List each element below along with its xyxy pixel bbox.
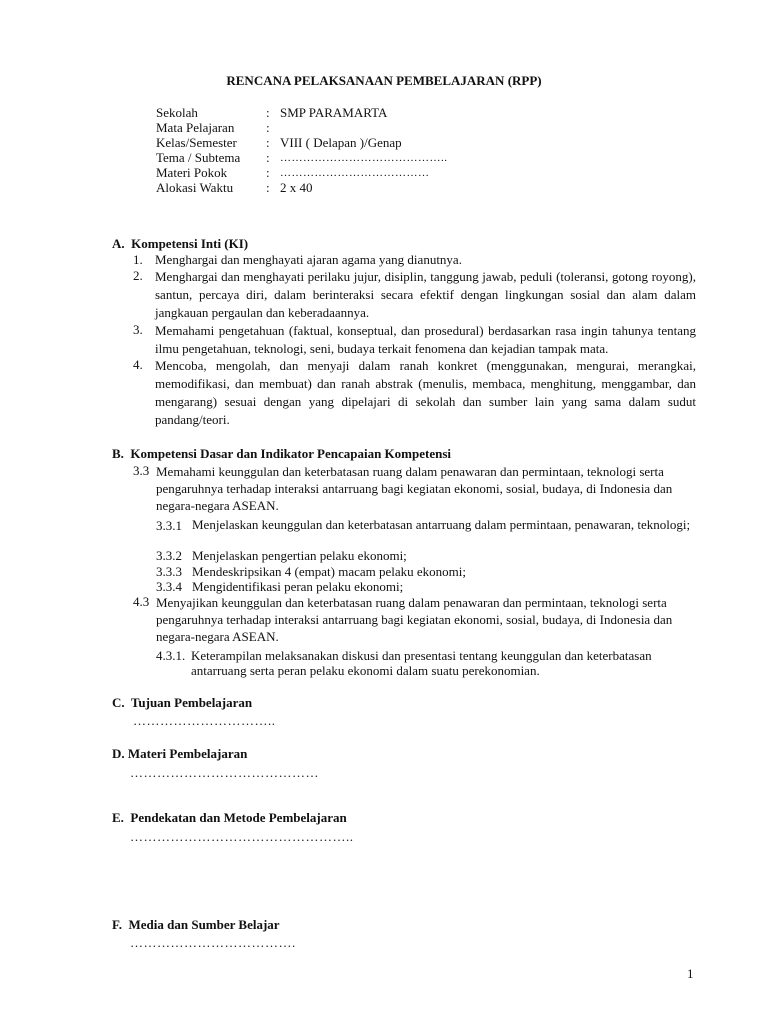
ki-text: Mencoba, mengolah, dan menyaji dalam ranah konkret (menggunakan, mengurai, merangkai, memodifikasi, dan membuat) dan ranah abstrak (menulis, membaca, menghitung, menggambar, dan mengarang) sesuai dengan yang dipelajari di sekolah dan sumber lain yang sama dalam sudut pandang/teori. — [155, 358, 696, 427]
identity-sep: : — [266, 105, 270, 120]
section-a-heading: A. Kompetensi Inti (KI) — [112, 236, 249, 251]
identity-sep: : — [266, 165, 270, 180]
kd-4-3 — [133, 594, 689, 645]
identity-label-mata-pelajaran: Mata Pelajaran — [156, 120, 235, 135]
indicator-text: Menjelaskan pengertian pelaku ekonomi; — [192, 548, 407, 563]
kd-3-3 — [133, 463, 689, 514]
ki-item-2 — [133, 268, 696, 322]
ki-number: 4. — [133, 357, 143, 372]
ki-item-1 — [133, 252, 696, 268]
indicator-3-3-2 — [156, 548, 701, 564]
ki-number: 1. — [133, 252, 143, 267]
kd-number: 3.3 — [133, 463, 150, 478]
section-f-heading: F. Media dan Sumber Belajar — [112, 917, 280, 932]
identity-sep: : — [266, 135, 270, 150]
identity-label-sekolah: Sekolah — [156, 105, 198, 120]
indicator-number: 3.3.4 — [156, 579, 182, 594]
indicator-number: 3.3.2 — [156, 548, 182, 563]
indicator-text: Mendeskripsikan 4 (empat) macam pelaku ekonomi; — [192, 564, 467, 579]
ki-item-3 — [133, 322, 696, 358]
ki-number: 3. — [133, 322, 143, 337]
identity-sep: : — [266, 120, 270, 135]
identity-label-materi-pokok: Materi Pokok — [156, 165, 228, 180]
section-d-heading: D. Materi Pembelajaran — [112, 746, 248, 761]
document-title: RENCANA PELAKSANAAN PEMBELAJARAN (RPP) — [226, 73, 542, 88]
ki-text: Menghargai dan menghayati ajaran agama yang dianutnya. — [155, 252, 462, 267]
kd-number: 4.3 — [133, 594, 150, 609]
indicator-3-3-1 — [156, 518, 701, 534]
indicator-4-3-1 — [156, 648, 701, 678]
indicator-3-3-3 — [156, 564, 701, 580]
section-c-heading: C. Tujuan Pembelajaran — [112, 695, 253, 710]
section-d-content: …………………………………… — [130, 765, 319, 780]
identity-value-alokasi-waktu: 2 x 40 — [280, 180, 313, 195]
identity-value-materi-pokok: ………………………………… — [280, 167, 430, 179]
identity-sep: : — [266, 150, 270, 165]
section-e-content: ………………………………………….. — [130, 829, 354, 844]
indicator-text: Mengidentifikasi peran pelaku ekonomi; — [192, 579, 404, 594]
indicator-number: 3.3.3 — [156, 564, 182, 579]
section-e-heading: E. Pendekatan dan Metode Pembelajaran — [112, 810, 347, 825]
indicator-number: 4.3.1. — [156, 648, 186, 663]
ki-text: Memahami pengetahuan (faktual, konseptual, dan prosedural) berdasarkan rasa ingin tahunya tentang ilmu pengetahuan, teknologi, seni, budaya terkait fenomena dan kejadian tampak mata. — [155, 323, 696, 356]
section-c-content: ………………………….. — [133, 713, 276, 728]
identity-label-kelas-semester: Kelas/Semester — [156, 135, 237, 150]
identity-value-tema-subtema: …………………………………….. — [280, 152, 448, 164]
indicator-number: 3.3.1 — [156, 518, 182, 533]
identity-value-kelas-semester: VIII ( Delapan )/Genap — [280, 135, 402, 150]
section-f-content: ………………………………. — [130, 935, 296, 950]
indicator-text: Keterampilan melaksanakan diskusi dan presentasi tentang keunggulan dan keterbatasan antarruang serta peran pelaku ekonomi dalam suatu perekonomian. — [191, 648, 652, 678]
ki-item-4 — [133, 357, 696, 429]
section-b-heading: B. Kompetensi Dasar dan Indikator Pencapaian Kompetensi — [112, 446, 452, 461]
indicator-text: Menjelaskan keunggulan dan keterbatasan antarruang dalam permintaan, penawaran, teknologi; — [192, 517, 691, 532]
identity-label-tema-subtema: Tema / Subtema — [156, 150, 241, 165]
ki-text: Menghargai dan menghayati perilaku jujur, disiplin, tanggung jawab, peduli (toleransi, gotong royong), santun, percaya diri, dalam berinteraksi secara efektif dengan lingkungan sosial dan alam dalam jangkauan pergaulan dan keberadaannya. — [155, 269, 696, 320]
ki-number: 2. — [133, 268, 143, 283]
page-number: 1 — [687, 966, 694, 981]
identity-label-alokasi-waktu: Alokasi Waktu — [156, 180, 234, 195]
identity-value-sekolah: SMP PARAMARTA — [280, 105, 388, 120]
indicator-3-3-4 — [156, 579, 701, 595]
kd-text: Memahami keunggulan dan keterbatasan ruang dalam penawaran dan permintaan, teknologi serta pengaruhnya terhadap interaksi antarruang bagi kegiatan ekonomi, sosial, budaya, di Indonesia dan negara-negara ASEAN. — [156, 464, 673, 513]
identity-sep: : — [266, 180, 270, 195]
kd-text: Menyajikan keunggulan dan keterbatasan ruang dalam penawaran dan permintaan, teknologi serta pengaruhnya terhadap interaksi antarruang bagi kegiatan ekonomi, sosial, budaya, di Indonesia dan negara-negara ASEAN. — [156, 595, 673, 644]
